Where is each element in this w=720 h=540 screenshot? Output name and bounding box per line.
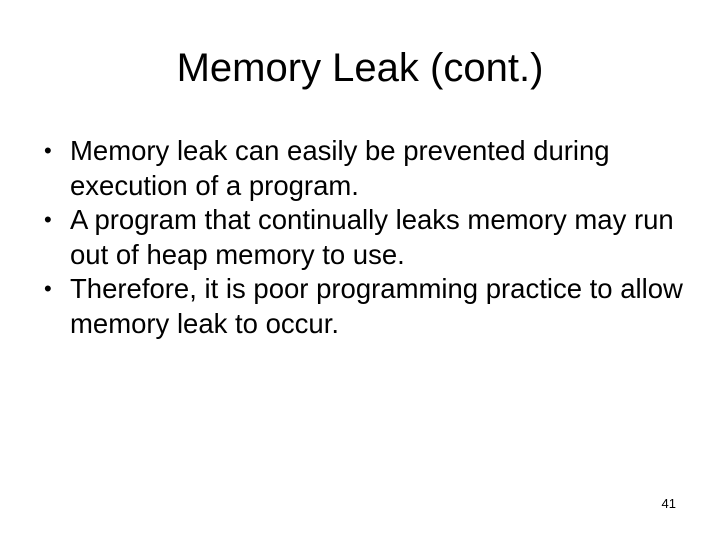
page-number: 41 [661,496,676,511]
bullet-marker: • [44,207,52,232]
bullet-marker: • [44,138,52,163]
bullet-item [44,134,694,203]
bullet-text: A program that continually leaks memory may run out of heap memory to use. [70,204,674,270]
bullet-item [44,272,694,341]
bullet-item [44,203,694,272]
bullet-marker: • [44,276,52,301]
bullet-list [44,134,694,341]
bullet-text: Memory leak can easily be prevented during execution of a program. [70,135,610,201]
bullet-text: Therefore, it is poor programming practice to allow memory leak to occur. [70,273,683,339]
slide-title: Memory Leak (cont.) [176,46,544,90]
